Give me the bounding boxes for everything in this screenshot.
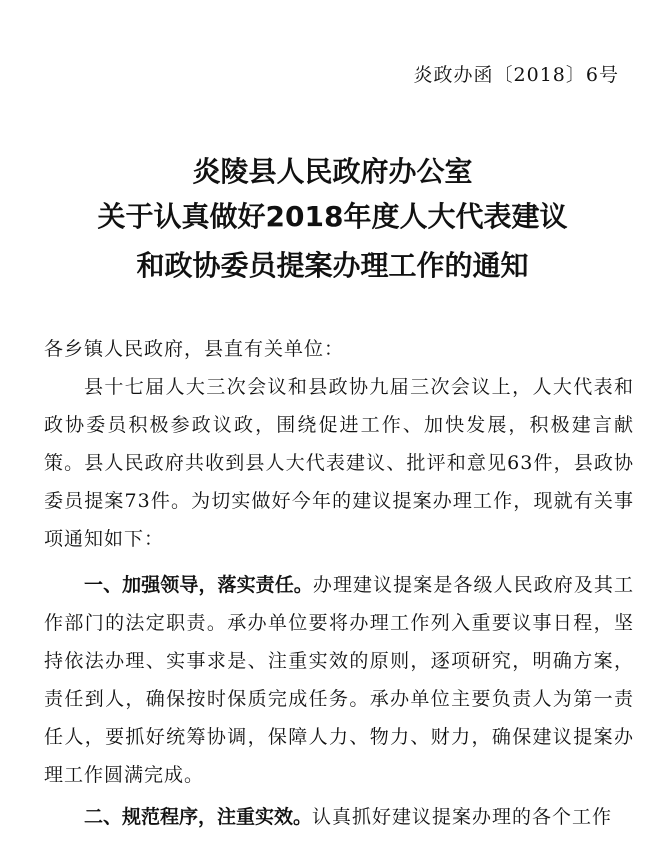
- section-1-text: 办理建议提案是各级人民政府及其工作部门的法定职责。承办单位要将办理工作列入重要议事日程，坚持依法办理、实事求是、注重实效的原则，逐项研究，明确方案，责任到人，确保按时保质完成任务。承办单位主要负责人为第一责任人，要抓好统筹协调，保障人力、物力、财力，确保建议提案办理工作圆满完成。: [44, 574, 634, 786]
- paragraph-section-1: [44, 566, 634, 794]
- section-2-heading: 二、规范程序，注重实效。: [84, 806, 313, 828]
- section-2-text: 认真抓好建议提案办理的各个工作: [312, 806, 613, 828]
- document-number: 炎政办函〔2018〕6号: [413, 64, 619, 86]
- title-line-1: 炎陵县人民政府办公室: [192, 155, 473, 188]
- title-line-3: 和政协委员提案办理工作的通知: [136, 249, 529, 282]
- salutation: 各乡镇人民政府，县直有关单位：: [44, 338, 345, 360]
- title-line-2: 关于认真做好2018年度人大代表建议: [97, 200, 568, 233]
- paragraph-intro: [44, 368, 634, 558]
- paragraph-section-2: [44, 798, 634, 836]
- paragraph-intro-text: 县十七届人大三次会议和县政协九届三次会议上，人大代表和政协委员积极参政议政，围绕促进工作、加快发展，积极建言献策。县人民政府共收到县人大代表建议、批评和意见63件，县政协委员提案73件。为切实做好今年的建议提案办理工作，现就有关事项通知如下：: [44, 376, 634, 550]
- section-1-heading: 一、加强领导，落实责任。: [84, 574, 313, 596]
